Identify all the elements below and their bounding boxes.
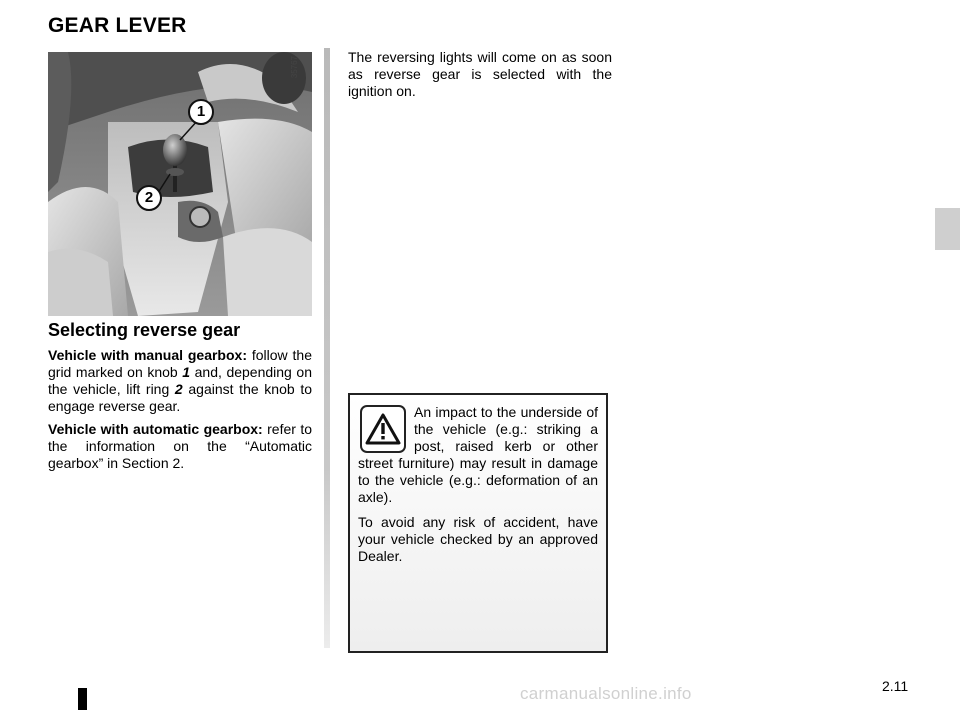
crop-mark (78, 688, 87, 710)
warning-box (348, 393, 608, 653)
automatic-text: refer to the information on the “Automatic gearbox” in Section 2. (48, 421, 312, 471)
manual-text-c: against the knob to engage reverse gear. (48, 381, 312, 414)
manual-gearbox-label: Vehicle with manual gearbox: (48, 347, 247, 363)
automatic-gearbox-label: Vehicle with automatic gearbox: (48, 421, 263, 437)
figure-code: 35767 (290, 56, 299, 79)
watermark: carmanualsonline.info (520, 684, 692, 703)
gear-lever-photo (48, 52, 312, 316)
manual-text-b: and, depending on the vehicle, lift ring (48, 364, 312, 397)
gear-lever-illustration (48, 52, 312, 316)
left-column-text (48, 347, 312, 478)
column-divider (324, 48, 330, 648)
callout-2: 2 (136, 185, 162, 211)
ring-ref: 2 (174, 381, 183, 397)
knob-ref: 1 (182, 364, 191, 380)
warning-text-2: To avoid any risk of accident, have your vehicle checked by an approved Dealer. (358, 514, 598, 564)
automatic-gearbox-paragraph (48, 421, 312, 472)
manual-gearbox-paragraph (48, 347, 312, 415)
section-tab (935, 208, 960, 250)
section-heading: Selecting reverse gear (48, 320, 241, 340)
reversing-lights-text: The reversing lights will come on as soon as reverse gear is selected with the ignition on. (348, 49, 612, 99)
warning-text-1: An impact to the underside of the vehicle (e.g.: striking a post, raised kerb or other street furniture) may result in damage to the vehicle (e.g.: deformation of an axle). (358, 404, 598, 505)
page-title: GEAR LEVER (48, 14, 187, 37)
callout-1: 1 (188, 99, 214, 125)
manual-text-a: follow the grid marked on knob (48, 347, 312, 380)
page-number: 2.11 (882, 678, 909, 694)
warning-triangle-icon (360, 405, 406, 453)
